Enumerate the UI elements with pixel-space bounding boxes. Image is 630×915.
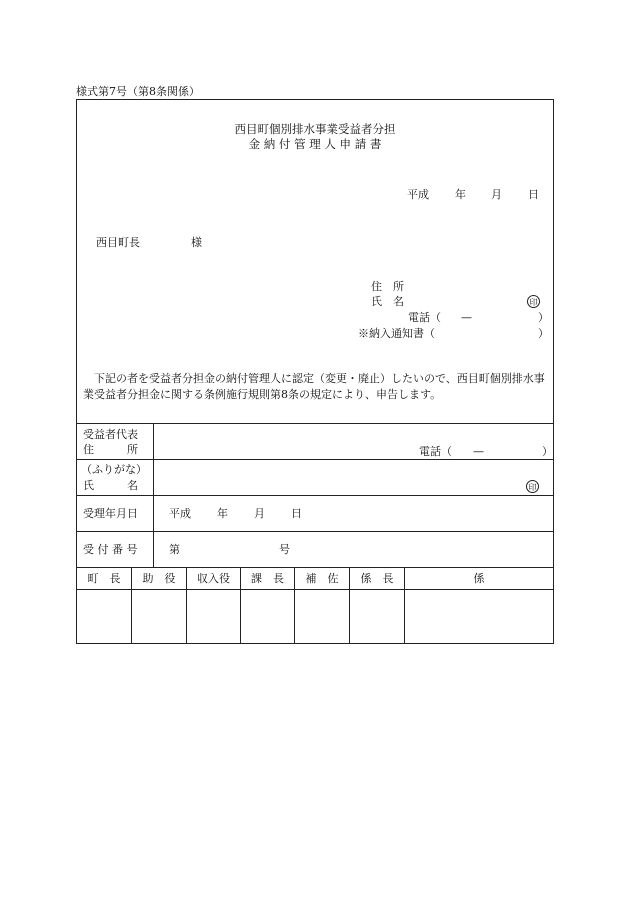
approval-header-assistant: 補 佐 — [305, 572, 339, 585]
form-title-line1: 西目町個別排水事業受益者分担 — [234, 122, 396, 136]
date-day: 日 — [528, 188, 539, 201]
furigana-label: （ふりがな） — [81, 463, 147, 476]
name-seal-icon: 印 — [526, 480, 539, 493]
notice-close: ） — [538, 327, 549, 340]
rep-phone-label: 電話（ — [419, 445, 452, 458]
row-line-4 — [77, 567, 553, 568]
rep-phone-dash: — — [473, 445, 484, 458]
receipt-date-label: 受理年月日 — [83, 507, 138, 520]
date-year: 年 — [455, 188, 466, 201]
date-month: 月 — [491, 188, 502, 201]
receipt-month: 月 — [254, 507, 265, 520]
receipt-era: 平成 — [169, 507, 191, 520]
row-line-5 — [77, 589, 553, 590]
approval-header-treasurer: 収入役 — [197, 572, 230, 585]
approval-header-deputy: 助 役 — [142, 572, 176, 585]
date-era: 平成 — [407, 188, 429, 201]
table-top-line — [77, 423, 553, 424]
row-line-2 — [77, 495, 553, 496]
name-label: 氏 名 — [83, 479, 138, 492]
receipt-year: 年 — [217, 507, 228, 520]
addressee-honorific: 様 — [191, 236, 202, 249]
addressee-name: 西目町長 — [96, 236, 140, 249]
applicant-phone-dash: — — [461, 311, 472, 324]
receipt-no-label: 受 付 番 号 — [83, 543, 138, 556]
receipt-no-suffix: 号 — [279, 543, 290, 556]
application-form — [76, 99, 554, 644]
approval-header-unit-chief: 係 長 — [360, 572, 394, 585]
body-paragraph — [83, 371, 549, 403]
approval-header-mayor: 町 長 — [87, 572, 121, 585]
body-text: 下記の者を受益者分担金の納付管理人に認定（変更・廃止）したいので、西目町個別排水事業受益者分担金に関する条例施行規則第8条の規定により、申告します。 — [83, 372, 545, 401]
approval-header-staff: 係 — [473, 572, 485, 585]
applicant-phone-label: 電話（ — [408, 311, 441, 324]
rep-label-1: 受益者代表 — [83, 428, 138, 441]
applicant-address-label: 住 所 — [371, 280, 404, 293]
receipt-day: 日 — [291, 507, 302, 520]
applicant-seal-icon: 印 — [527, 295, 540, 308]
notice-label: ※納入通知書（ — [358, 327, 435, 340]
form-title-line2: 金 納 付 管 理 人 申 請 書 — [248, 137, 382, 151]
receipt-no-prefix: 第 — [169, 543, 180, 556]
form-label: 様式第7号（第8条関係） — [76, 85, 200, 98]
rep-phone-close: ） — [542, 445, 553, 458]
row-line-1 — [77, 459, 553, 460]
applicant-phone-close: ） — [538, 311, 549, 324]
label-column-divider — [153, 423, 154, 567]
applicant-name-label: 氏 名 — [371, 295, 404, 308]
rep-label-2: 住 所 — [83, 443, 138, 456]
row-line-3 — [77, 531, 553, 532]
approval-header-section-chief: 課 長 — [251, 572, 284, 585]
